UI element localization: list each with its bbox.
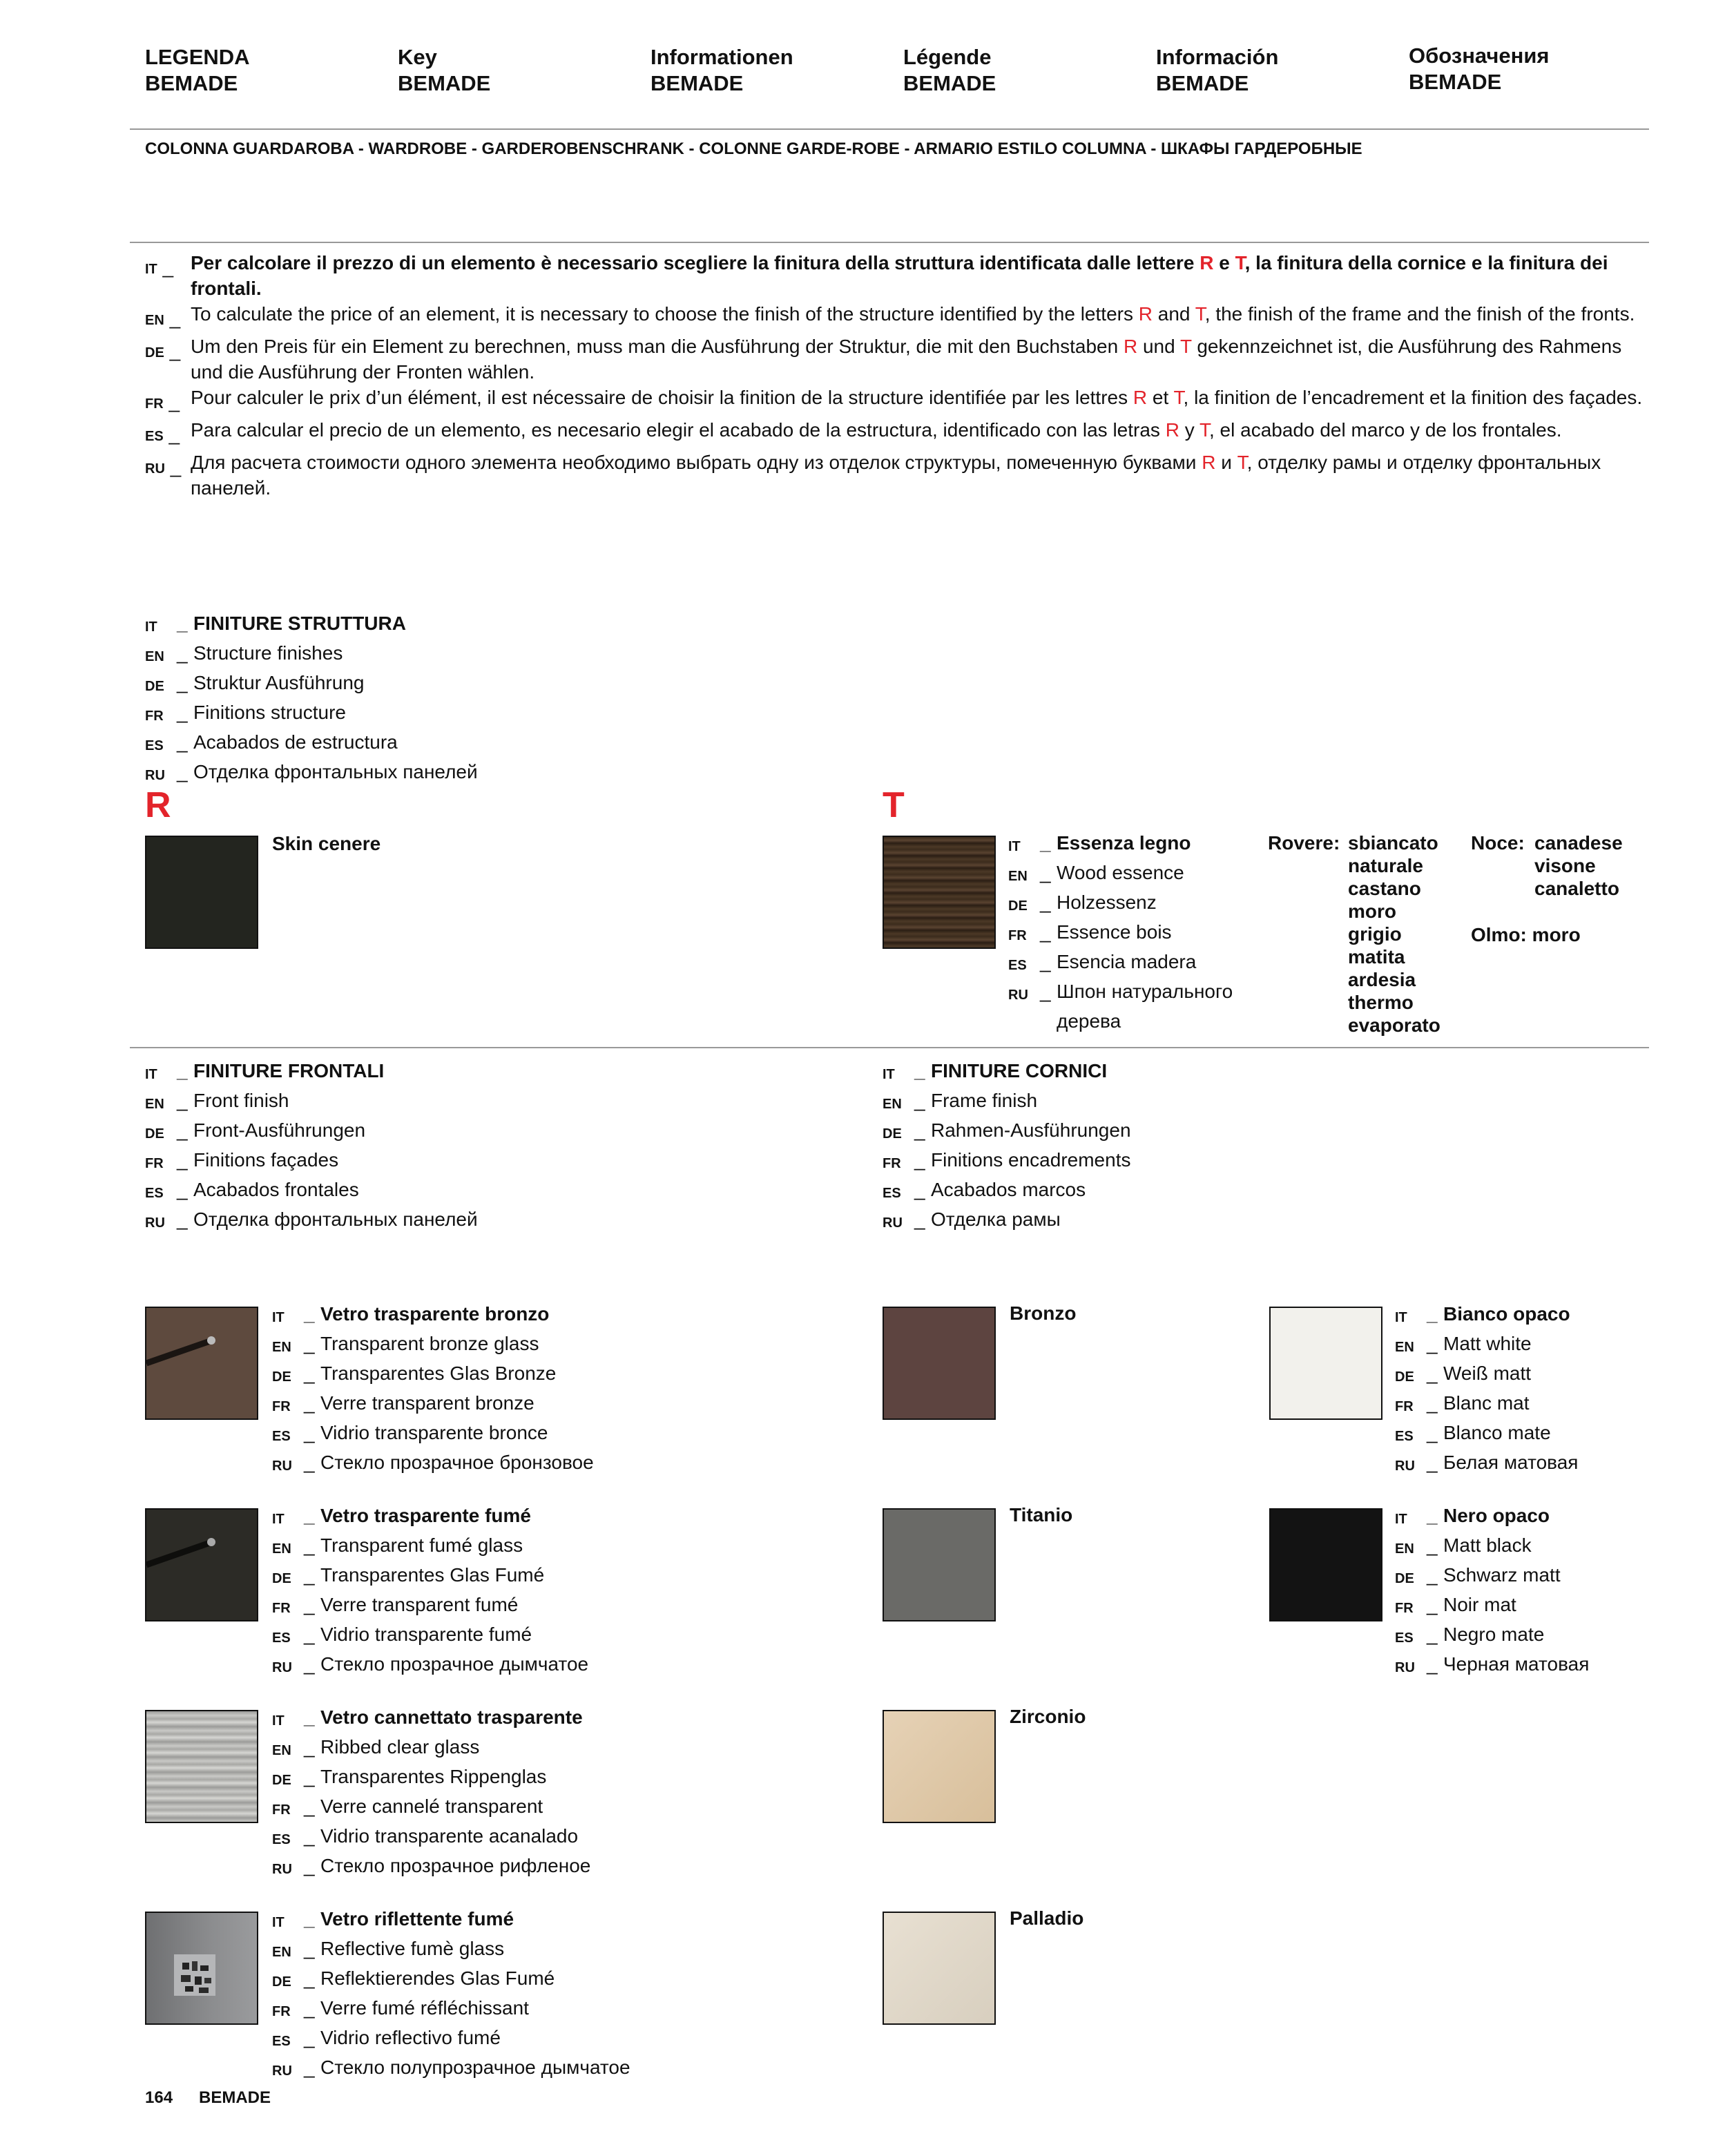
name-de: Holzessenz bbox=[1057, 892, 1157, 913]
header-col-6 bbox=[1409, 43, 1550, 95]
lang-code: RU bbox=[1395, 1660, 1415, 1675]
reflection-pattern bbox=[146, 1913, 257, 2023]
name-en: Matt white bbox=[1443, 1333, 1532, 1354]
letter-t: T bbox=[1235, 252, 1245, 273]
lang-code: DE bbox=[1395, 1571, 1414, 1586]
swatch-skin-cenere bbox=[145, 836, 258, 949]
front-fume-glass-names: IT _ Vetro trasparente fumé EN _ Transparent fumé glass DE _ Transparentes Glas Fumé FR _ Verre transparent fumé ES _ Vidrio transparente fumé RU _ Стекло прозрачное дымчатое bbox=[272, 1503, 588, 1681]
name-es: Vidrio transparente acanalado bbox=[320, 1825, 579, 1847]
rovere-item: thermo bbox=[1348, 992, 1414, 1013]
intro-text: Para calcular el precio de un elemento, es necesario elegir el acabado de la estructura, identificado con las letras bbox=[191, 419, 1166, 441]
lang-code: RU bbox=[272, 2063, 292, 2079]
heading-ru: Отделка фронтальных панелей bbox=[193, 761, 478, 782]
lang-code: IT _ bbox=[145, 250, 191, 301]
intro-text: e bbox=[1213, 252, 1235, 273]
header-divider bbox=[130, 128, 1649, 130]
label-zirconio: Zirconio bbox=[1010, 1706, 1086, 1727]
lang-code: ES bbox=[272, 2034, 291, 2049]
heading-en: Front finish bbox=[193, 1090, 289, 1111]
intro-text: Um den Preis für ein Element zu berechnen, muss man die Ausführung der Struktur, die mit den Buchstaben bbox=[191, 336, 1124, 357]
intro-text: , the finish of the frame and the finish of the fronts. bbox=[1204, 303, 1635, 325]
letter-t: T bbox=[1173, 387, 1184, 408]
structure-divider bbox=[130, 1047, 1649, 1048]
front-ribbed-glass-names: IT _ Vetro cannettato trasparente EN _ Ribbed clear glass DE _ Transparentes Rippenglas FR _ Verre cannelé transparent ES _ Vidrio transparente acanalado RU _ Стекло прозрачное рифленое bbox=[272, 1704, 590, 1883]
name-en: Ribbed clear glass bbox=[320, 1736, 480, 1758]
lang-code: FR bbox=[145, 1156, 164, 1171]
name-en: Transparent bronze glass bbox=[320, 1333, 539, 1354]
olmo-prefix: Olmo: bbox=[1471, 924, 1527, 945]
lang-code: IT bbox=[145, 619, 157, 635]
name-it: Vetro trasparente bronzo bbox=[320, 1303, 550, 1325]
lang-code: IT bbox=[1008, 839, 1021, 854]
front-bronze-glass-names: IT _ Vetro trasparente bronzo EN _ Transparent bronze glass DE _ Transparentes Glas Bronze FR _ Verre transparent bronze ES _ Vidrio transparente bronce RU _ Стекло прозрачное бронзовое bbox=[272, 1301, 594, 1479]
letter-t: T bbox=[1179, 336, 1192, 357]
header-col-4 bbox=[903, 44, 996, 97]
section-subtitle: COLONNA GUARDAROBA - WARDROBE - GARDEROBENSCHRANK - COLONNE GARDE-ROBE - ARMARIO ESTILO COLUMNA - ШКАФЫ ГАРДЕРОБНЫЕ bbox=[145, 139, 1362, 158]
swatch-nero-opaco bbox=[1269, 1508, 1382, 1621]
header-col-2 bbox=[398, 44, 490, 97]
name-ru-cont: дерева bbox=[1057, 1010, 1121, 1032]
header-brand: BEMADE bbox=[651, 71, 744, 95]
heading-en: Structure finishes bbox=[193, 642, 343, 664]
name-en: Transparent fumé glass bbox=[320, 1534, 523, 1556]
letter-r: R bbox=[1133, 387, 1148, 408]
rovere-item: sbiancato bbox=[1348, 832, 1438, 854]
rovere-item: evaporato bbox=[1348, 1014, 1440, 1036]
lang-code: FR bbox=[1008, 928, 1027, 943]
lang-code: EN bbox=[272, 1743, 291, 1758]
letter-r: R bbox=[1165, 419, 1179, 441]
heading-fr: Finitions encadrements bbox=[931, 1149, 1131, 1171]
lang-code: DE bbox=[272, 1773, 291, 1788]
name-fr: Verre fumé réfléchissant bbox=[320, 1997, 529, 2019]
name-de: Transparentes Glas Fumé bbox=[320, 1564, 545, 1586]
lang-code: FR bbox=[272, 1802, 291, 1818]
rovere-item: castano bbox=[1348, 878, 1421, 899]
name-ru: Шпон натурального bbox=[1057, 981, 1233, 1002]
intro-text: Pour calculer le prix d’un élément, il est nécessaire de choisir la finition de la structure identifiée par les lettres bbox=[191, 387, 1133, 408]
lang-code: IT bbox=[1395, 1310, 1407, 1325]
noce-prefix: Noce: bbox=[1471, 832, 1525, 854]
lang-code: DE bbox=[272, 1571, 291, 1586]
heading-it: FINITURE CORNICI bbox=[931, 1060, 1108, 1081]
letter-r: R bbox=[1202, 452, 1216, 473]
intro-text: , отделку рамы и отделку фронтальных панелей. bbox=[191, 452, 1601, 499]
lang-code: DE bbox=[1395, 1369, 1414, 1385]
intro-text: Для расчета стоимости одного элемента необходимо выбрать одну из отделок структуры, помеченную буквами bbox=[191, 452, 1202, 473]
intro-text: y bbox=[1179, 419, 1199, 441]
header-brand: BEMADE bbox=[903, 71, 996, 95]
footer-brand: BEMADE bbox=[199, 2088, 271, 2107]
name-ru: Белая матовая bbox=[1443, 1452, 1579, 1473]
bianco-opaco-names: IT _ Bianco opaco EN _ Matt white DE _ Weiß matt FR _ Blanc mat ES _ Blanco mate RU _ Белая матовая bbox=[1395, 1301, 1578, 1479]
rovere-prefix: Rovere: bbox=[1268, 832, 1340, 854]
intro-fr bbox=[145, 385, 1644, 417]
rovere-list bbox=[1348, 831, 1440, 1037]
lang-code: DE bbox=[272, 1974, 291, 1990]
intro-text: and bbox=[1152, 303, 1195, 325]
name-de: Reflektierendes Glas Fumé bbox=[320, 1967, 555, 1989]
lang-code: RU bbox=[145, 768, 165, 783]
lang-code: FR _ bbox=[145, 385, 191, 417]
lang-code: IT bbox=[1395, 1512, 1407, 1527]
name-it: Vetro cannettato trasparente bbox=[320, 1706, 583, 1728]
frame-heading: IT _ FINITURE CORNICI EN _ Frame finish DE _ Rahmen-Ausführungen FR _ Finitions encadrements ES _ Acabados marcos RU _ Отделка рамы bbox=[883, 1058, 1131, 1236]
lang-code: RU _ bbox=[145, 450, 191, 501]
label-skin-cenere: Skin cenere bbox=[272, 833, 381, 854]
name-de: Transparentes Glas Bronze bbox=[320, 1363, 557, 1384]
heading-it: FINITURE STRUTTURA bbox=[193, 613, 406, 634]
heading-ru: Отделка рамы bbox=[931, 1209, 1061, 1230]
heading-es: Acabados marcos bbox=[931, 1179, 1086, 1200]
intro-text: To calculate the price of an element, it is necessary to choose the finish of the structure identified by the letters bbox=[191, 303, 1139, 325]
handle-icon bbox=[146, 1308, 257, 1418]
name-fr: Verre transparent fumé bbox=[320, 1594, 519, 1615]
intro-it bbox=[145, 250, 1644, 301]
intro-es bbox=[145, 417, 1644, 450]
swatch-ribbed-glass bbox=[145, 1710, 258, 1823]
lang-code: DE bbox=[272, 1369, 291, 1385]
noce-item: canadese bbox=[1534, 832, 1623, 854]
lang-code: RU bbox=[1008, 988, 1028, 1003]
name-en: Matt black bbox=[1443, 1534, 1532, 1556]
swatch-zirconio bbox=[883, 1710, 996, 1823]
swatch-wood-essence bbox=[883, 836, 996, 949]
lang-code: ES bbox=[883, 1186, 901, 1201]
rovere-item: moro bbox=[1348, 901, 1396, 922]
heading-es: Acabados frontales bbox=[193, 1179, 359, 1200]
lang-code: IT bbox=[272, 1915, 285, 1930]
lang-code: ES bbox=[272, 1832, 291, 1847]
header-brand: BEMADE bbox=[145, 71, 238, 95]
lang-code: RU bbox=[272, 1862, 292, 1877]
rovere-item: grigio bbox=[1348, 923, 1402, 945]
header-title: Información bbox=[1156, 45, 1279, 69]
lang-code: ES bbox=[272, 1429, 291, 1444]
lang-code: EN bbox=[272, 1541, 291, 1557]
header-col-1 bbox=[145, 44, 250, 97]
heading-es: Acabados de estructura bbox=[193, 731, 398, 753]
heading-de: Struktur Ausführung bbox=[193, 672, 365, 693]
swatch-bronze-glass bbox=[145, 1307, 258, 1420]
intro-text: gekennzeichnet ist, die Ausführung des Rahmens und die Ausführung der Fronten wählen. bbox=[191, 336, 1622, 383]
name-ru: Стекло прозрачное бронзовое bbox=[320, 1452, 594, 1473]
name-fr: Noir mat bbox=[1443, 1594, 1516, 1615]
lang-code: EN bbox=[145, 649, 164, 664]
lang-code: EN bbox=[1008, 869, 1028, 884]
name-it: Essenza legno bbox=[1057, 832, 1191, 854]
lang-code: EN bbox=[272, 1340, 291, 1355]
header-title: Обозначения bbox=[1409, 44, 1550, 68]
heading-de: Front-Ausführungen bbox=[193, 1119, 366, 1141]
lang-code: FR bbox=[1395, 1601, 1414, 1616]
header-title: LEGENDA bbox=[145, 45, 250, 69]
lang-code: ES _ bbox=[145, 417, 191, 450]
lang-code: IT bbox=[272, 1310, 285, 1325]
lang-code: DE bbox=[883, 1126, 902, 1142]
intro-text: et bbox=[1147, 387, 1174, 408]
lang-code: ES bbox=[272, 1630, 291, 1646]
name-fr: Essence bois bbox=[1057, 921, 1172, 943]
lang-code: DE bbox=[1008, 898, 1028, 914]
swatch-fume-glass bbox=[145, 1508, 258, 1621]
name-it: Vetro riflettente fumé bbox=[320, 1908, 514, 1929]
lang-code: FR bbox=[272, 1399, 291, 1414]
olmo-item: moro bbox=[1532, 924, 1581, 945]
nero-opaco-names: IT _ Nero opaco EN _ Matt black DE _ Schwarz matt FR _ Noir mat ES _ Negro mate RU _ Черная матовая bbox=[1395, 1503, 1589, 1681]
lang-code: RU bbox=[272, 1660, 292, 1675]
intro-text: и bbox=[1215, 452, 1237, 473]
intro-text: , la finitura della cornice e la finitura dei frontali. bbox=[191, 252, 1608, 299]
lang-code: ES bbox=[145, 1186, 164, 1201]
name-fr: Verre cannelé transparent bbox=[320, 1796, 543, 1817]
heading-ru: Отделка фронтальных панелей bbox=[193, 1209, 478, 1230]
letter-t: T bbox=[1237, 452, 1247, 473]
swatch-reflective-glass bbox=[145, 1912, 258, 2025]
noce-item: visone bbox=[1534, 855, 1596, 876]
rovere-item: matita bbox=[1348, 946, 1405, 968]
label-palladio: Palladio bbox=[1010, 1907, 1084, 1929]
wood-essence-names: IT _ Essenza legno EN _ Wood essence DE _ Holzessenz FR _ Essence bois ES _ Esencia madera RU _ Шпон натурального дерева bbox=[1008, 830, 1233, 1034]
lang-code: EN bbox=[272, 1945, 291, 1960]
lang-code: IT bbox=[883, 1067, 895, 1082]
lang-code: EN bbox=[883, 1097, 902, 1112]
lang-code: DE bbox=[145, 679, 164, 694]
letter-r-heading: R bbox=[145, 785, 171, 825]
intro-en bbox=[145, 301, 1644, 334]
lang-code: FR bbox=[272, 2004, 291, 2019]
letter-t: T bbox=[1195, 303, 1205, 325]
name-es: Vidrio transparente bronce bbox=[320, 1422, 548, 1443]
heading-it: FINITURE FRONTALI bbox=[193, 1060, 385, 1081]
intro-text: und bbox=[1137, 336, 1180, 357]
header-brand: BEMADE bbox=[1156, 71, 1249, 95]
header-brand: BEMADE bbox=[1409, 70, 1502, 94]
lang-code: DE bbox=[145, 1126, 164, 1142]
lang-code: IT bbox=[145, 1067, 157, 1082]
lang-code: ES bbox=[1008, 958, 1027, 973]
heading-en: Frame finish bbox=[931, 1090, 1038, 1111]
intro-text: , el acabado del marco y de los frontales. bbox=[1209, 419, 1562, 441]
lang-code: ES bbox=[1395, 1630, 1414, 1646]
label-titanio: Titanio bbox=[1010, 1504, 1073, 1525]
lang-code: IT bbox=[272, 1713, 285, 1729]
rovere-item: naturale bbox=[1348, 855, 1423, 876]
lang-code: ES bbox=[1395, 1429, 1414, 1444]
name-ru: Стекло прозрачное рифленое bbox=[320, 1855, 591, 1876]
lang-code: FR bbox=[145, 709, 164, 724]
lang-code: FR bbox=[1395, 1399, 1414, 1414]
header-brand: BEMADE bbox=[398, 71, 491, 95]
intro-de bbox=[145, 334, 1644, 385]
intro-ru bbox=[145, 450, 1644, 501]
lang-code: DE _ bbox=[145, 334, 191, 385]
name-it: Nero opaco bbox=[1443, 1505, 1550, 1526]
swatch-bronzo bbox=[883, 1307, 996, 1420]
lang-code: RU bbox=[145, 1215, 165, 1231]
letter-r: R bbox=[1138, 303, 1153, 325]
lang-code: RU bbox=[883, 1215, 903, 1231]
name-de: Schwarz matt bbox=[1443, 1564, 1561, 1586]
swatch-titanio bbox=[883, 1508, 996, 1621]
name-en: Wood essence bbox=[1057, 862, 1184, 883]
name-de: Transparentes Rippenglas bbox=[320, 1766, 547, 1787]
name-ru: Стекло полупрозрачное дымчатое bbox=[320, 2057, 630, 2078]
heading-fr: Finitions structure bbox=[193, 702, 346, 723]
header-title: Légende bbox=[903, 45, 992, 69]
name-fr: Verre transparent bronze bbox=[320, 1392, 534, 1414]
header-title: Key bbox=[398, 45, 437, 69]
name-en: Reflective fumè glass bbox=[320, 1938, 505, 1959]
olmo-row bbox=[1471, 923, 1581, 946]
lang-code: FR bbox=[272, 1601, 291, 1616]
handle-icon bbox=[146, 1510, 257, 1620]
name-de: Weiß matt bbox=[1443, 1363, 1532, 1384]
swatch-palladio bbox=[883, 1912, 996, 2025]
rovere-item: ardesia bbox=[1348, 969, 1416, 990]
structure-heading: IT _ FINITURE STRUTTURA EN _ Structure finishes DE _ Struktur Ausführung FR _ Finitions structure ES _ Acabados de estructura RU _ Отделка фронтальных панелей bbox=[145, 610, 478, 789]
header-col-5 bbox=[1156, 44, 1278, 97]
letter-r: R bbox=[1199, 252, 1214, 273]
name-ru: Стекло прозрачное дымчатое bbox=[320, 1653, 589, 1675]
intro-divider bbox=[130, 242, 1649, 243]
name-fr: Blanc mat bbox=[1443, 1392, 1530, 1414]
name-it: Bianco opaco bbox=[1443, 1303, 1570, 1325]
name-es: Vidrio transparente fumé bbox=[320, 1624, 532, 1645]
lang-code: RU bbox=[272, 1459, 292, 1474]
heading-fr: Finitions façades bbox=[193, 1149, 339, 1171]
name-es: Esencia madera bbox=[1057, 951, 1197, 972]
lang-code: EN bbox=[145, 1097, 164, 1112]
noce-list bbox=[1534, 831, 1623, 900]
name-es: Negro mate bbox=[1443, 1624, 1545, 1645]
lang-code: EN bbox=[1395, 1340, 1414, 1355]
name-es: Vidrio reflectivo fumé bbox=[320, 2027, 501, 2048]
heading-de: Rahmen-Ausführungen bbox=[931, 1119, 1131, 1141]
page-number: 164 bbox=[145, 2088, 173, 2107]
header-title: Informationen bbox=[651, 45, 793, 69]
intro-text: , la finition de l’encadrement et la finition des façades. bbox=[1183, 387, 1643, 408]
front-reflective-glass-names: IT _ Vetro riflettente fumé EN _ Reflective fumè glass DE _ Reflektierendes Glas Fumé FR _ Verre fumé réfléchissant ES _ Vidrio reflectivo fumé RU _ Стекло полупрозрачное дымчатое bbox=[272, 1906, 630, 2084]
name-es: Blanco mate bbox=[1443, 1422, 1551, 1443]
header-col-3 bbox=[651, 44, 793, 97]
intro-paragraphs bbox=[145, 250, 1644, 501]
letter-t: T bbox=[1199, 419, 1209, 441]
swatch-bianco-opaco bbox=[1269, 1307, 1382, 1420]
front-heading: IT _ FINITURE FRONTALI EN _ Front finish DE _ Front-Ausführungen FR _ Finitions façades ES _ Acabados frontales RU _ Отделка фронтальных панелей bbox=[145, 1058, 478, 1236]
lang-code: IT bbox=[272, 1512, 285, 1527]
name-ru: Черная матовая bbox=[1443, 1653, 1590, 1675]
letter-r: R bbox=[1123, 336, 1138, 357]
noce-item: canaletto bbox=[1534, 878, 1619, 899]
lang-code: EN bbox=[1395, 1541, 1414, 1557]
name-it: Vetro trasparente fumé bbox=[320, 1505, 531, 1526]
lang-code: ES bbox=[145, 738, 164, 753]
lang-code: EN _ bbox=[145, 301, 191, 334]
intro-text: Per calcolare il prezzo di un elemento è necessario scegliere la finitura della struttura identificata dalle lettere bbox=[191, 252, 1200, 273]
lang-code: RU bbox=[1395, 1459, 1415, 1474]
lang-code: FR bbox=[883, 1156, 901, 1171]
label-bronzo: Bronzo bbox=[1010, 1302, 1077, 1324]
letter-t-heading: T bbox=[883, 785, 905, 825]
